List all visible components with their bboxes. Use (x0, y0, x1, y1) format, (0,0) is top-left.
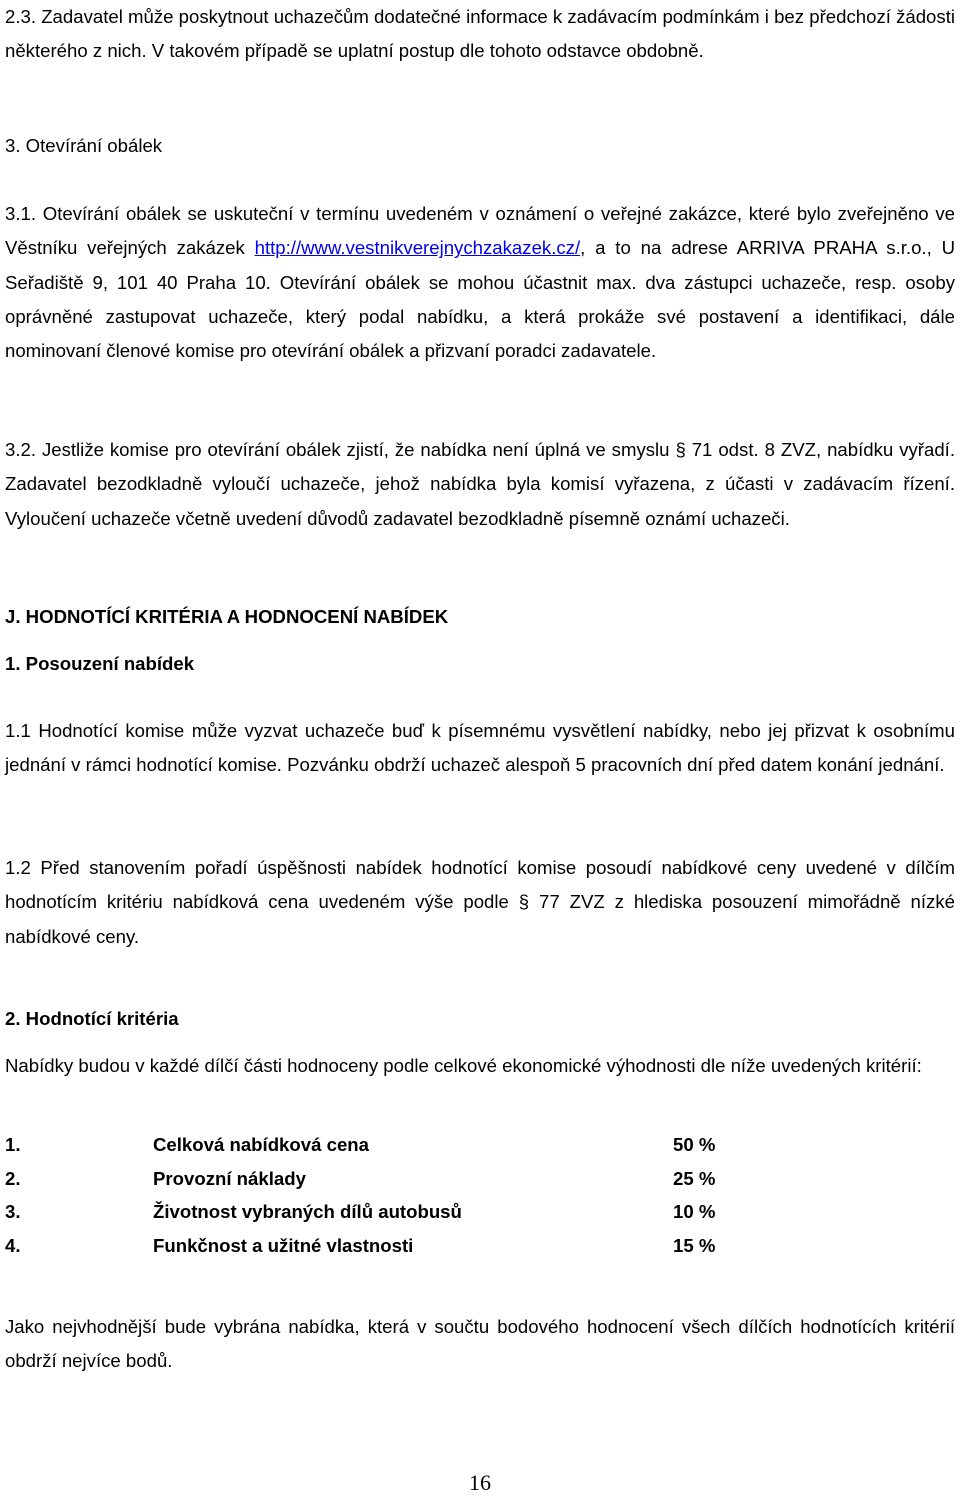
paragraph-3-1-text-a: 3.1. Otevírání obálek se uskuteční v termínu uvedeném v oznámení o veřejné zakázce, které bylo zveřejněno ve Věstníku veřejných zakázek (5, 203, 955, 259)
criteria-name: Celková nabídková cena (153, 1134, 369, 1155)
section-heading-3: 3. Otevírání obálek (5, 135, 163, 156)
criteria-row (5, 1229, 955, 1263)
paragraph-1-2: 1.2 Před stanovením pořadí úspěšnosti nabídek hodnotící komise posoudí nabídkové ceny uvedené v dílčím hodnotícím kritériu nabídková cena uvedeném výše podle § 77 ZVZ z hlediska posouzení mimořádně nízké nabídkové ceny. (5, 857, 955, 947)
criteria-weight: 10 % (673, 1201, 716, 1222)
vestnik-link[interactable]: http://www.vestnikverejnychzakazek.cz/ (254, 237, 581, 259)
page-number: 16 (469, 1470, 491, 1495)
criteria-name: Provozní náklady (153, 1168, 306, 1189)
paragraph-3-1-text-b: , a to na adrese ARRIVA PRAHA s.r.o., U Seřadiště 9, 101 40 Praha 10. Otevírání obálek se mohou účastnit max. dva zástupci uchazeče, resp. osoby oprávněné zastupovat uchazeče, který podal nabídku, a která prokáže své postavení a identifikaci, dále nominovaní členové komise pro otevírání obálek a přizvaní poradci zadavatele. (5, 237, 955, 362)
criteria-row (5, 1128, 955, 1162)
criteria-weight: 50 % (673, 1134, 716, 1155)
criteria-row (5, 1195, 955, 1229)
paragraph-3-2: 3.2. Jestliže komise pro otevírání obálek zjistí, že nabídka není úplná ve smyslu § 71 odst. 8 ZVZ, nabídku vyřadí. Zadavatel bezodkladně vyloučí uchazeče, jehož nabídka byla komisí vyřazena, z účasti v zadávacím řízení. Vyloučení uchazeče včetně uvedení důvodů zadavatel bezodkladně písemně oznámí uchazeči. (5, 439, 955, 529)
section-heading-j: J. HODNOTÍCÍ KRITÉRIA A HODNOCENÍ NABÍDEK (5, 606, 449, 627)
paragraph-2-3: 2.3. Zadavatel může poskytnout uchazečům dodatečné informace k zadávacím podmínkám i bez předchozí žádosti některého z nich. V takovém případě se uplatní postup dle tohoto odstavce obdobně. (5, 6, 955, 62)
paragraph-criteria-intro: Nabídky budou v každé dílčí části hodnoceny podle celkové ekonomické výhodnosti dle níže uvedených kritérií: (5, 1055, 922, 1076)
criteria-name: Životnost vybraných dílů autobusů (153, 1201, 462, 1222)
criteria-row (5, 1162, 955, 1196)
paragraph-final: Jako nejvhodnější bude vybrána nabídka, která v součtu bodového hodnocení všech dílčích hodnotících kritérií obdrží nejvíce bodů. (5, 1316, 955, 1372)
paragraph-1-1: 1.1 Hodnotící komise může vyzvat uchazeče buď k písemnému vysvětlení nabídky, nebo jej přizvat k osobnímu jednání v rámci hodnotící komise. Pozvánku obdrží uchazeč alespoň 5 pracovních dní před datem konání jednání. (5, 720, 955, 776)
paragraph-3-1 (5, 197, 955, 368)
criteria-number: 4. (5, 1235, 21, 1256)
section-heading-2: 2. Hodnotící kritéria (5, 1008, 179, 1029)
criteria-number: 2. (5, 1168, 21, 1189)
section-heading-1: 1. Posouzení nabídek (5, 653, 195, 674)
criteria-weight: 25 % (673, 1168, 716, 1189)
criteria-weight: 15 % (673, 1235, 716, 1256)
criteria-number: 3. (5, 1201, 21, 1222)
criteria-name: Funkčnost a užitné vlastnosti (153, 1235, 414, 1256)
criteria-number: 1. (5, 1134, 21, 1155)
